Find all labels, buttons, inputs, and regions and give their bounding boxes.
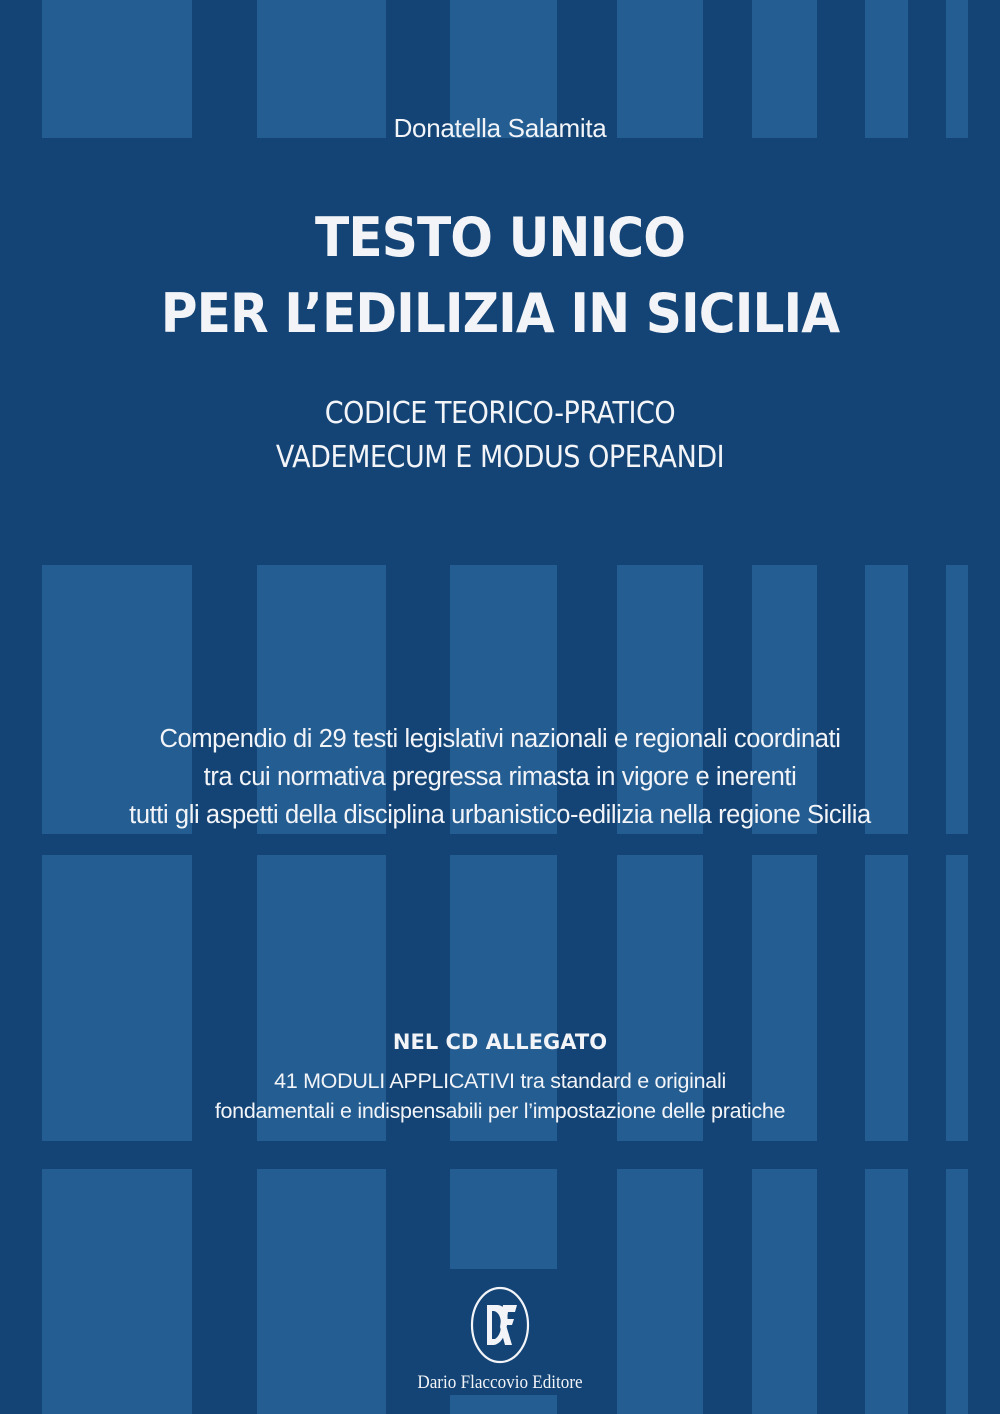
publisher-name: Dario Flaccovio Editore [417, 1372, 583, 1393]
pattern-block [450, 1169, 557, 1269]
publisher-logo-icon [470, 1285, 530, 1365]
book-subtitle [50, 392, 950, 480]
description-line: tra cui normativa pregressa rimasta in vigore e inerenti [203, 763, 797, 791]
subtitle-line: VADEMECUM E MODUS OPERANDI [275, 440, 725, 475]
cd-line: 41 MODULI APPLICATIVI tra standard e originali [274, 1069, 726, 1093]
cd-heading: NEL CD ALLEGATO [392, 1030, 608, 1054]
author-name: Donatella Salamita [393, 113, 607, 143]
title-line: TESTO UNICO [315, 206, 685, 269]
description-line: Compendio di 29 testi legislativi nazionali e regionali coordinati [159, 725, 841, 753]
subtitle-line: CODICE TEORICO-PRATICO [324, 396, 676, 431]
pattern-block [450, 1395, 557, 1414]
title-line: PER L’EDILIZIA IN SICILIA [160, 282, 840, 345]
description-line: tutti gli aspetti della disciplina urbanistico-edilizia nella regione Sicilia [129, 801, 871, 829]
book-description [0, 720, 1000, 834]
cd-description [0, 1066, 1000, 1126]
book-title [35, 200, 965, 352]
cd-line: fondamentali e indispensabili per l’impostazione delle pratiche [214, 1099, 786, 1123]
